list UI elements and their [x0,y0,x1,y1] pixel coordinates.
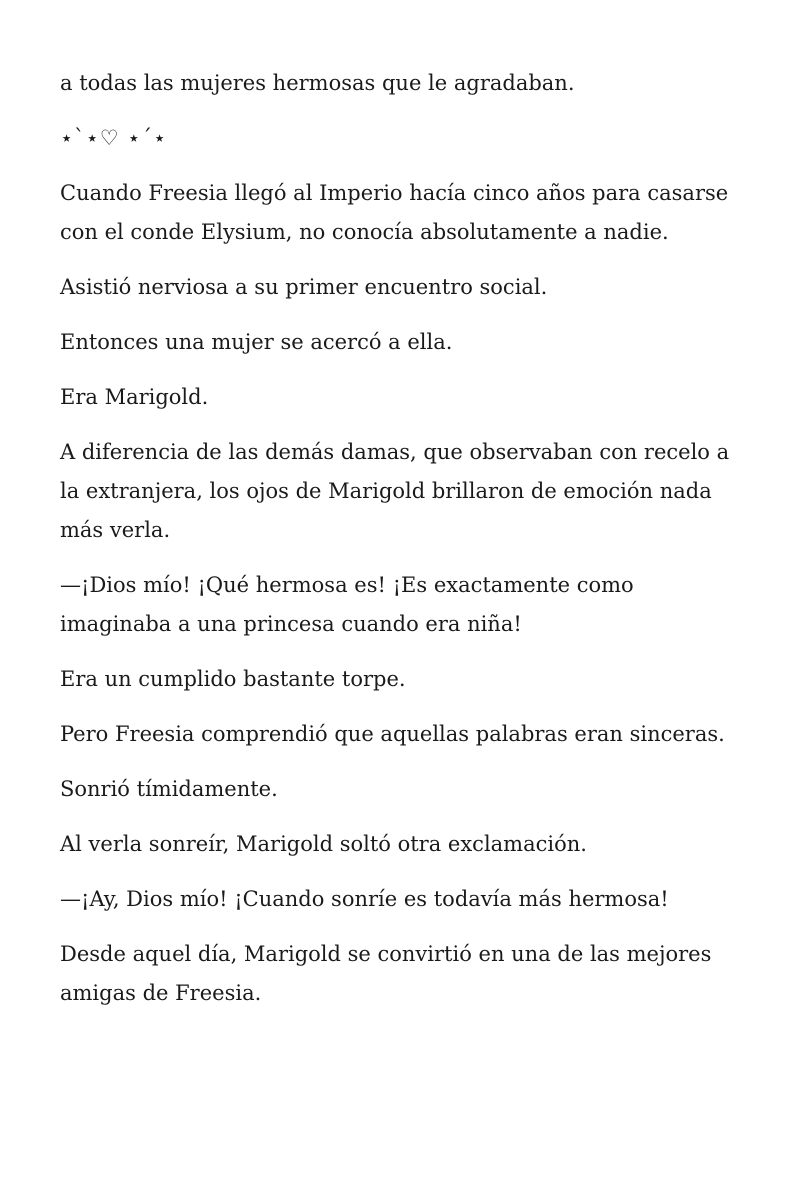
paragraph: Era Marigold. [60,385,209,409]
paragraph: Pero Freesia comprendió que aquellas palabras eran sinceras. [60,722,725,746]
paragraph: Cuando Freesia llegó al Imperio hacía cinco años para casarse con el conde Elysium, no conocía absolutamente a nadie. [60,181,729,244]
paragraph: Asistió nerviosa a su primer encuentro social. [60,275,548,299]
paragraph: A diferencia de las demás damas, que observaban con recelo a la extranjera, los ojos de Marigold brillaron de emoción nada más verla. [60,440,730,542]
dialogue-paragraph: —¡Ay, Dios mío! ¡Cuando sonríe es todavía más hermosa! [60,887,669,911]
reading-page [60,64,740,1029]
dialogue-paragraph: —¡Dios mío! ¡Qué hermosa es! ¡Es exactamente como imaginaba a una princesa cuando era niña! [60,573,634,636]
paragraph: Era un cumplido bastante torpe. [60,667,406,691]
paragraph: a todas las mujeres hermosas que le agradaban. [60,71,575,95]
paragraph: Desde aquel día, Marigold se convirtió en una de las mejores amigas de Freesia. [60,942,712,1005]
paragraph: Sonrió tímidamente. [60,777,278,801]
section-divider-ornament: ⋆`⋆♡ ⋆´⋆ [60,126,168,150]
paragraph: Entonces una mujer se acercó a ella. [60,330,453,354]
paragraph: Al verla sonreír, Marigold soltó otra exclamación. [60,832,587,856]
